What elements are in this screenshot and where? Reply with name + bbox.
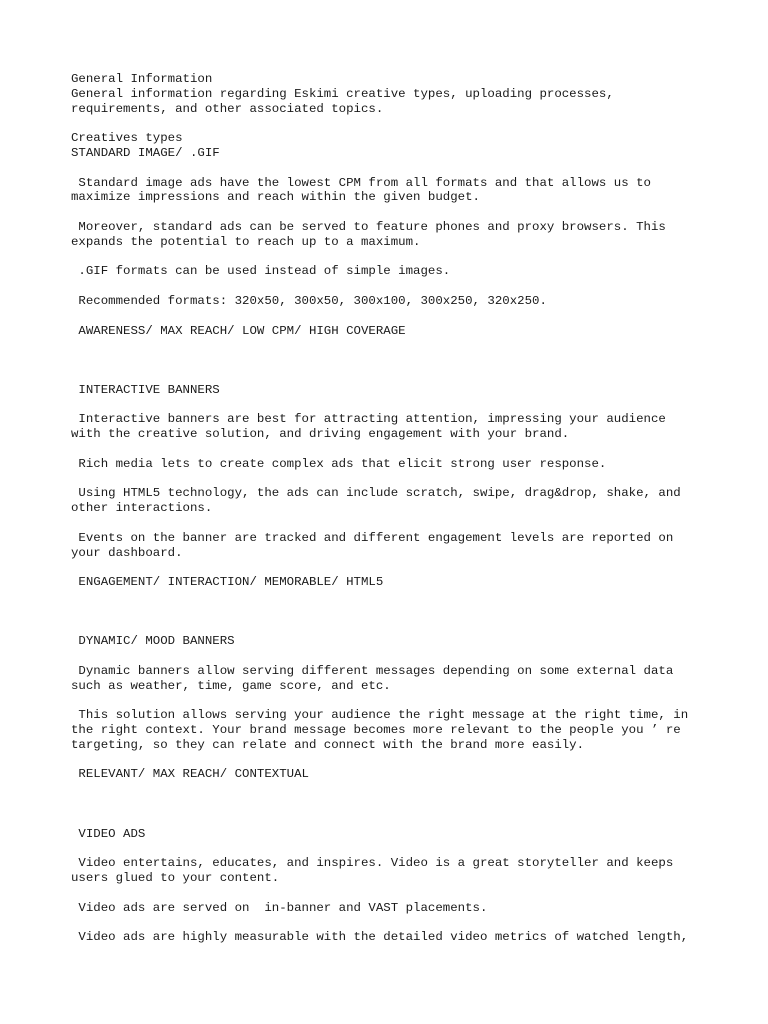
text-line: DYNAMIC/ MOOD BANNERS	[71, 634, 235, 649]
text-line: with the creative solution, and driving engagement with your brand.	[71, 427, 570, 442]
text-line: General information regarding Eskimi creative types, uploading processes,	[71, 86, 614, 101]
text-line: AWARENESS/ MAX REACH/ LOW CPM/ HIGH COVERAGE	[71, 323, 406, 338]
blank-line	[71, 693, 711, 708]
text-line: expands the potential to reach up to a maximum.	[71, 234, 421, 249]
blank-line	[71, 560, 711, 575]
blank-line	[71, 279, 711, 294]
text-line: maximize impressions and reach within the given budget.	[71, 190, 480, 205]
blank-line	[71, 338, 711, 353]
blank-line	[71, 250, 711, 265]
blank-line	[71, 915, 711, 930]
text-line: RELEVANT/ MAX REACH/ CONTEXTUAL	[71, 767, 309, 782]
text-line: STANDARD IMAGE/ .GIF	[71, 145, 220, 160]
text-line: Rich media lets to create complex ads that elicit strong user response.	[71, 456, 607, 471]
blank-line	[71, 619, 711, 634]
blank-line	[71, 309, 711, 324]
text-line: targeting, so they can relate and connect with the brand more easily.	[71, 737, 585, 752]
text-line: Interactive banners are best for attracting attention, impressing your audience	[71, 412, 666, 427]
blank-line	[71, 782, 711, 797]
text-line: ENGAGEMENT/ INTERACTION/ MEMORABLE/ HTML5	[71, 575, 384, 590]
text-line: Using HTML5 technology, the ads can include scratch, swipe, drag&drop, shake, and	[71, 486, 681, 501]
blank-line	[71, 649, 711, 664]
text-line: Moreover, standard ads can be served to feature phones and proxy browsers. This	[71, 219, 666, 234]
blank-line	[71, 753, 711, 768]
blank-line	[71, 590, 711, 605]
text-line: Video ads are served on in-banner and VAST placements.	[71, 900, 488, 915]
document-page	[71, 72, 711, 945]
blank-line	[71, 442, 711, 457]
blank-line	[71, 841, 711, 856]
blank-line	[71, 605, 711, 620]
blank-line	[71, 398, 711, 413]
text-line: Dynamic banners allow serving different messages depending on some external data	[71, 663, 674, 678]
text-line: the right context. Your brand message becomes more relevant to the people you ’ re	[71, 723, 681, 738]
blank-line	[71, 472, 711, 487]
text-line: General Information	[71, 72, 213, 86]
blank-line	[71, 886, 711, 901]
text-line: Video entertains, educates, and inspires. Video is a great storyteller and keeps	[71, 856, 674, 871]
blank-line	[71, 161, 711, 176]
text-line: INTERACTIVE BANNERS	[71, 382, 220, 397]
text-line: Video ads are highly measurable with the detailed video metrics of watched length,	[71, 930, 689, 945]
text-line: VIDEO ADS	[71, 826, 146, 841]
text-line: requirements, and other associated topics.	[71, 101, 384, 116]
blank-line	[71, 516, 711, 531]
blank-line	[71, 116, 711, 131]
text-line: Creatives types	[71, 131, 183, 146]
text-line: Recommended formats: 320x50, 300x50, 300x100, 300x250, 320x250.	[71, 293, 547, 308]
text-line: your dashboard.	[71, 545, 183, 560]
blank-line	[71, 368, 711, 383]
text-line: Standard image ads have the lowest CPM from all formats and that allows us to	[71, 175, 651, 190]
text-line: .GIF formats can be used instead of simple images.	[71, 264, 451, 279]
blank-line	[71, 812, 711, 827]
blank-line	[71, 205, 711, 220]
text-line: other interactions.	[71, 501, 213, 516]
blank-line	[71, 797, 711, 812]
text-line: Events on the banner are tracked and different engagement levels are reported on	[71, 530, 674, 545]
text-line: users glued to your content.	[71, 871, 280, 886]
text-line: This solution allows serving your audience the right message at the right time, in	[71, 708, 689, 723]
blank-line	[71, 353, 711, 368]
text-line: such as weather, time, game score, and etc.	[71, 678, 391, 693]
